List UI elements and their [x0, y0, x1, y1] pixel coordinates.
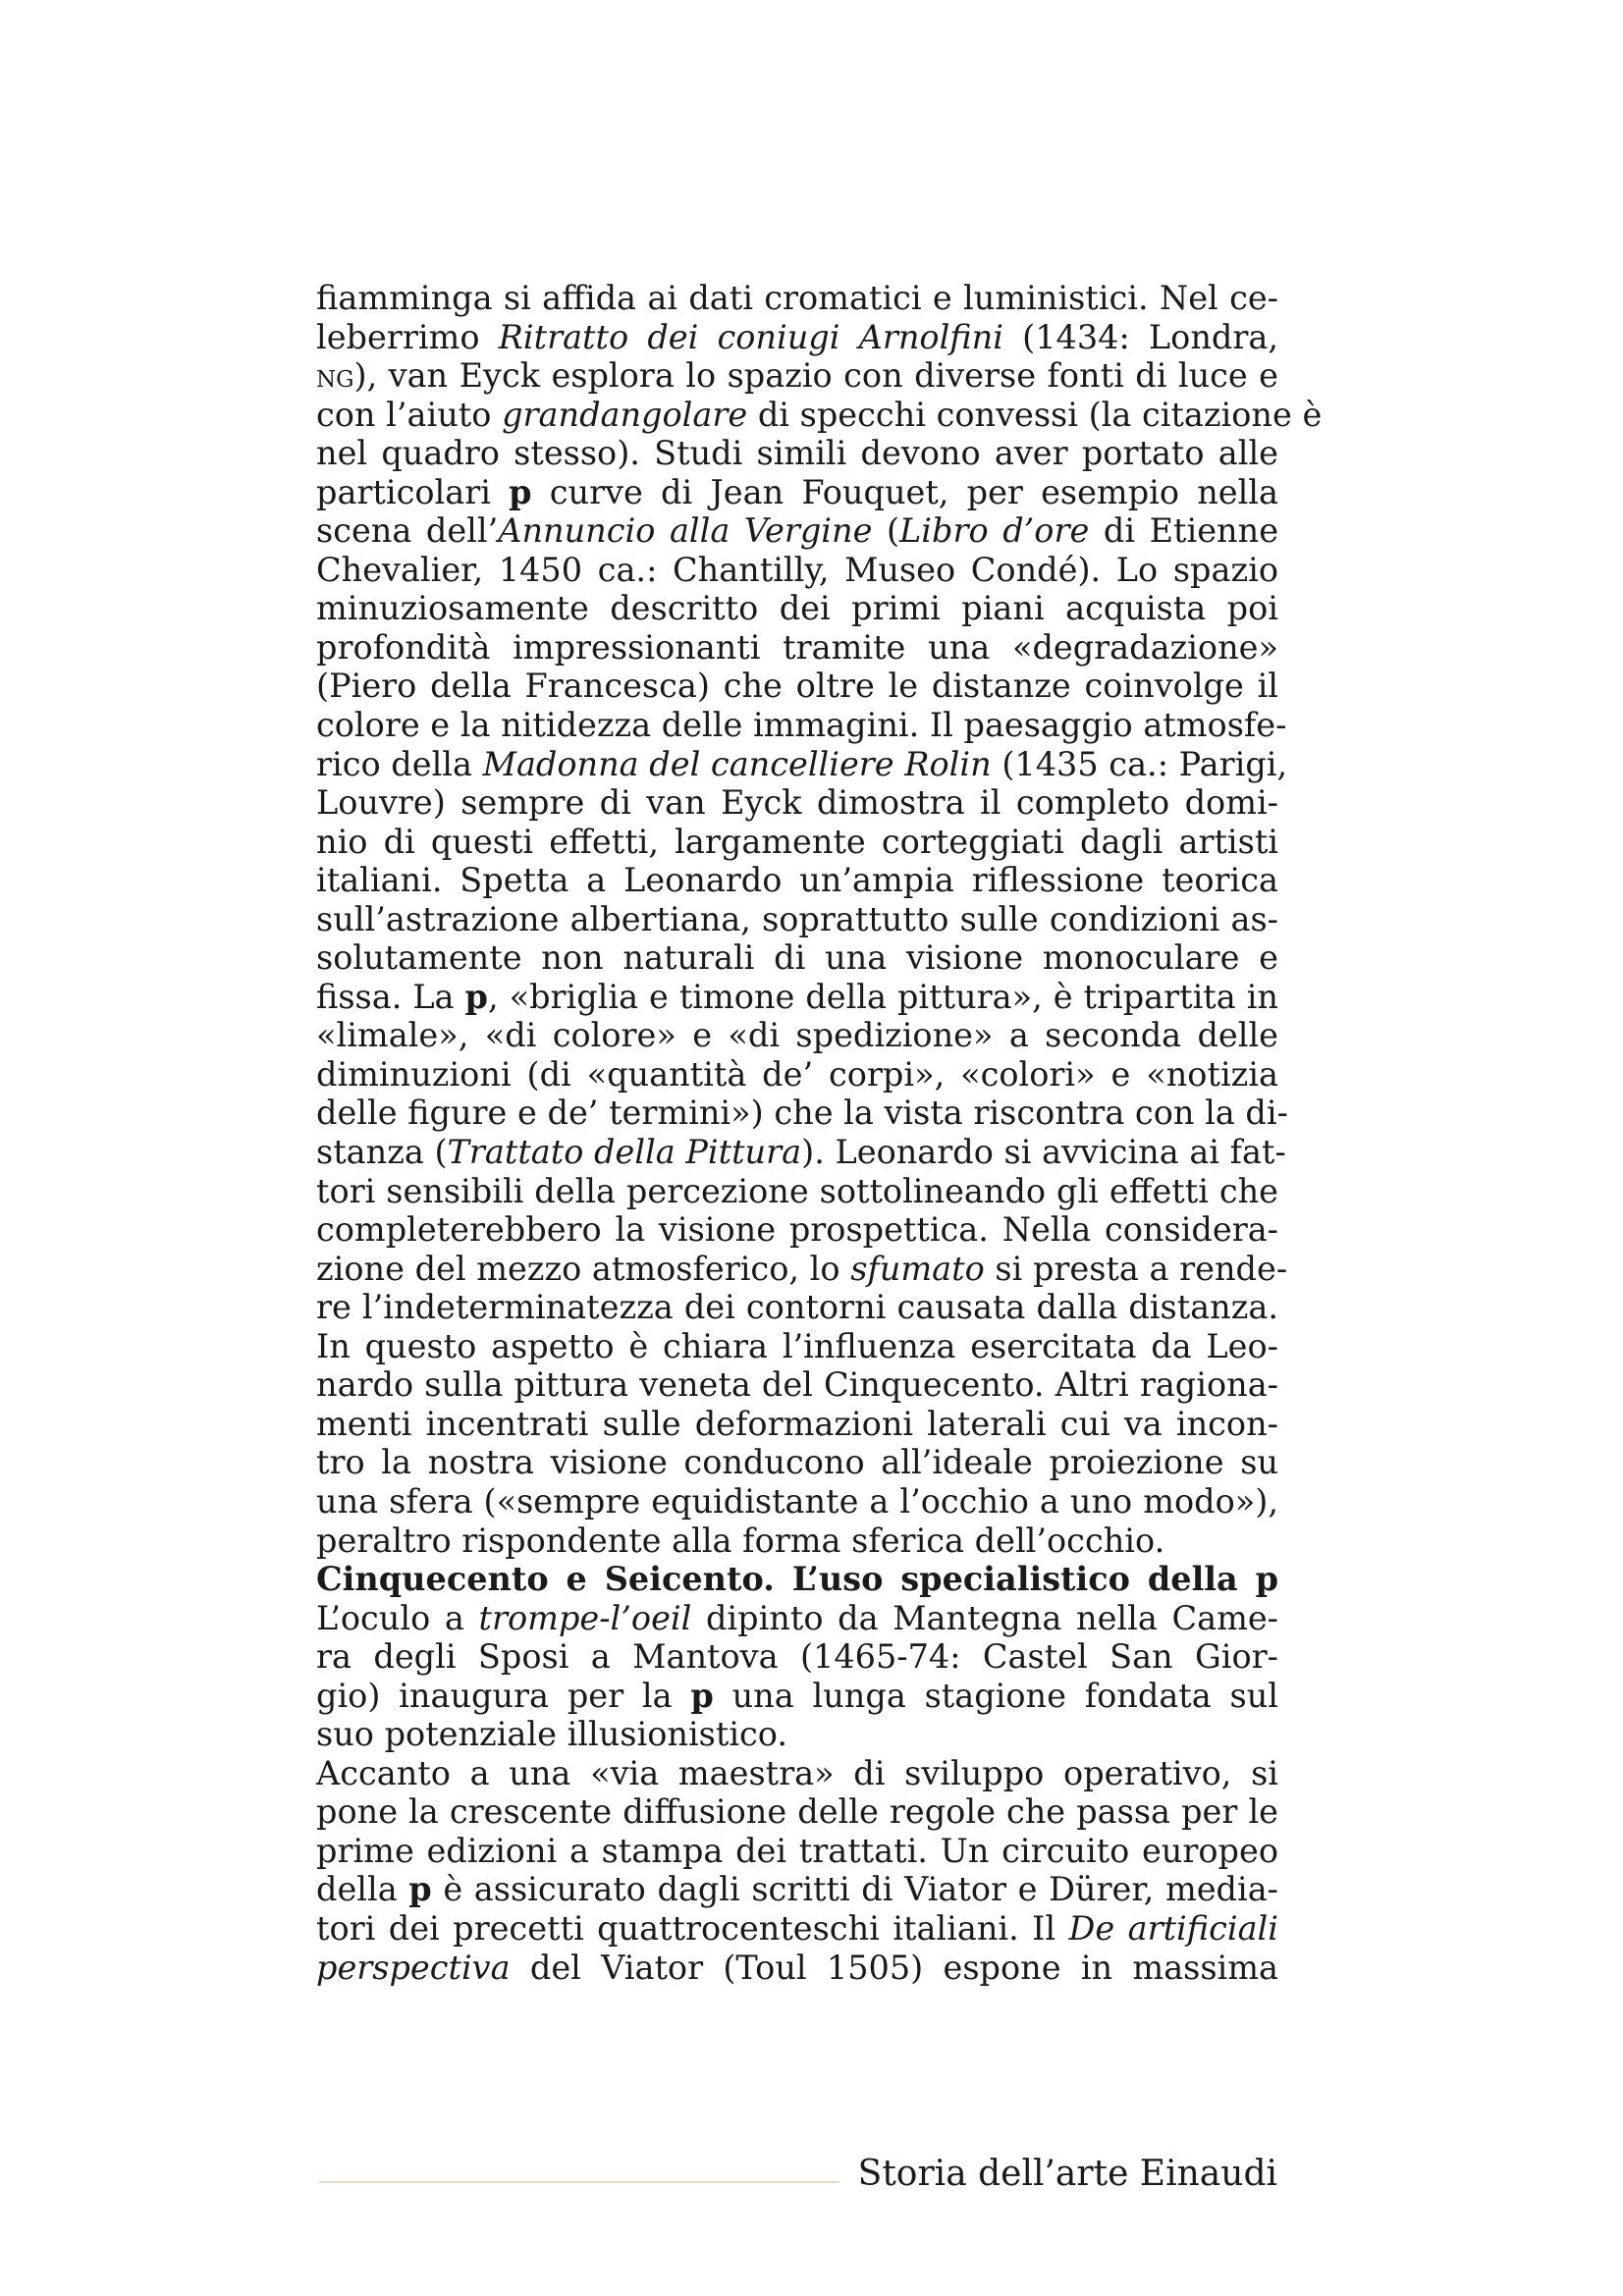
- text-line: leberrimo Ritratto dei coniugi Arnolfini (1434: Londra,: [316, 317, 1278, 356]
- text-line: peraltro rispondente alla forma sferica dell’occhio.: [316, 1521, 1165, 1560]
- text-line: stanza (Trattato della Pittura). Leonardo si avvicina ai fat-: [316, 1133, 1286, 1172]
- text-line: delle figure e de’ termini») che la vista riscontra con la di-: [316, 1094, 1288, 1133]
- text-line: L’oculo a trompe-l’oeil dipinto da Mantegna nella Came-: [316, 1598, 1278, 1637]
- text-line: tro la nostra visione conducono all’ideale proiezione su: [316, 1443, 1278, 1482]
- entry-abbreviation: p: [509, 472, 532, 511]
- text-line: suo potenziale illusionistico.: [316, 1715, 788, 1754]
- text-line: pone la crescente diffusione delle regole che passa per le: [316, 1792, 1278, 1832]
- text-line: perspectiva del Viator (Toul 1505) espone in massima: [316, 1948, 1278, 1987]
- book-title: De artificiali: [1068, 1908, 1278, 1948]
- text-line: profondità impressionanti tramite una «degradazione»: [316, 627, 1278, 667]
- text-line: nio di questi effetti, largamente corteggiati dagli artisti: [316, 822, 1278, 861]
- artwork-title: Madonna del cancelliere Rolin: [482, 744, 992, 783]
- text-line: ng), van Eyck esplora lo spazio con diverse fonti di luce e: [316, 356, 1278, 396]
- text-line: diminuzioni (di «quantità de’ corpi», «colori» e «notizia: [316, 1054, 1278, 1094]
- text-line: Chevalier, 1450 ca.: Chantilly, Museo Condé). Lo spazio: [316, 550, 1278, 589]
- footer-divider: [319, 2181, 839, 2183]
- artwork-title: Trattato della Pittura: [447, 1133, 802, 1172]
- text-line: solutamente non naturali di una visione monoculare e: [316, 938, 1278, 978]
- text-line: rico della Madonna del cancelliere Rolin (1435 ca.: Parigi,: [316, 744, 1288, 783]
- text-line: prime edizioni a stampa dei trattati. Un circuito europeo: [316, 1831, 1278, 1870]
- text-line: tori dei precetti quattrocenteschi italiani. Il De artificiali: [316, 1908, 1278, 1948]
- text-line: una sfera («sempre equidistante a l’occhio a uno modo»),: [316, 1481, 1278, 1521]
- text-line: italiani. Spetta a Leonardo un’ampia riflessione teorica: [316, 861, 1278, 900]
- text-line: nel quadro stesso). Studi simili devono aver portato alle: [316, 434, 1278, 473]
- footer-publication-title: Storia dell’arte Einaudi: [857, 2154, 1277, 2194]
- text-line: con l’aiuto grandangolare di specchi convessi (la citazione è: [316, 395, 1323, 434]
- book-title: perspectiva: [316, 1948, 511, 1987]
- text-line: fissa. La p, «briglia e timone della pittura», è tripartita in: [316, 977, 1278, 1016]
- text-line: completerebbero la visione prospettica. Nella considera-: [316, 1210, 1278, 1250]
- text-line: re l’indeterminatezza dei contorni causata dalla distanza.: [316, 1288, 1278, 1327]
- emphasis-term: sfumato: [850, 1249, 985, 1288]
- text-line: minuziosamente descritto dei primi piani acquista poi: [316, 589, 1278, 628]
- section-heading: Cinquecento e Seicento. L’uso specialistico della p: [316, 1560, 1278, 1599]
- text-line: In questo aspetto è chiara l’influenza esercitata da Leo-: [316, 1326, 1278, 1365]
- text-line: colore e la nitidezza delle immagini. Il paesaggio atmosfe-: [316, 706, 1287, 745]
- text-line: particolari p curve di Jean Fouquet, per esempio nella: [316, 472, 1278, 511]
- artwork-title: Libro d’ore: [899, 511, 1090, 551]
- text-line: Accanto a una «via maestra» di sviluppo operativo, si: [316, 1753, 1278, 1792]
- text-line: tori sensibili della percezione sottolineando gli effetti che: [316, 1171, 1278, 1210]
- text-line: menti incentrati sulle deformazioni laterali cui va incon-: [316, 1404, 1278, 1443]
- text-line: nardo sulla pittura veneta del Cinquecento. Altri ragiona-: [316, 1365, 1278, 1405]
- text-line: Louvre) sempre di van Eyck dimostra il completo domi-: [316, 783, 1278, 823]
- text-line: (Piero della Francesca) che oltre le distanze coinvolge il: [316, 667, 1278, 706]
- artwork-title: Annuncio alla Vergine: [498, 511, 873, 551]
- text-line: «limale», «di colore» e «di spedizione» a seconda delle: [316, 1016, 1278, 1055]
- entry-abbreviation: p: [690, 1676, 714, 1715]
- text-line: fiamminga si affida ai dati cromatici e luministici. Nel ce-: [316, 279, 1278, 317]
- entry-abbreviation: p: [408, 1870, 432, 1909]
- text-line: ra degli Sposi a Mantova (1465-74: Castel San Gior-: [316, 1637, 1278, 1677]
- museum-abbreviation: ng: [316, 356, 354, 396]
- emphasis-term: grandangolare: [502, 395, 748, 434]
- text-line: gio) inaugura per la p una lunga stagione fondata sul: [316, 1676, 1278, 1715]
- text-line: sull’astrazione albertiana, soprattutto sulle condizioni as-: [316, 899, 1278, 938]
- entry-abbreviation: p: [464, 977, 488, 1016]
- artwork-title: Ritratto dei coniugi Arnolfini: [498, 317, 1003, 356]
- emphasis-term: trompe-l’oeil: [478, 1598, 692, 1637]
- text-line: della p è assicurato dagli scritti di Viator e Dürer, media-: [316, 1870, 1278, 1909]
- text-line: scena dell’Annuncio alla Vergine (Libro d’ore di Etienne: [316, 511, 1279, 551]
- text-line: zione del mezzo atmosferico, lo sfumato si presta a rende-: [316, 1249, 1288, 1288]
- body-text: [316, 279, 1323, 1987]
